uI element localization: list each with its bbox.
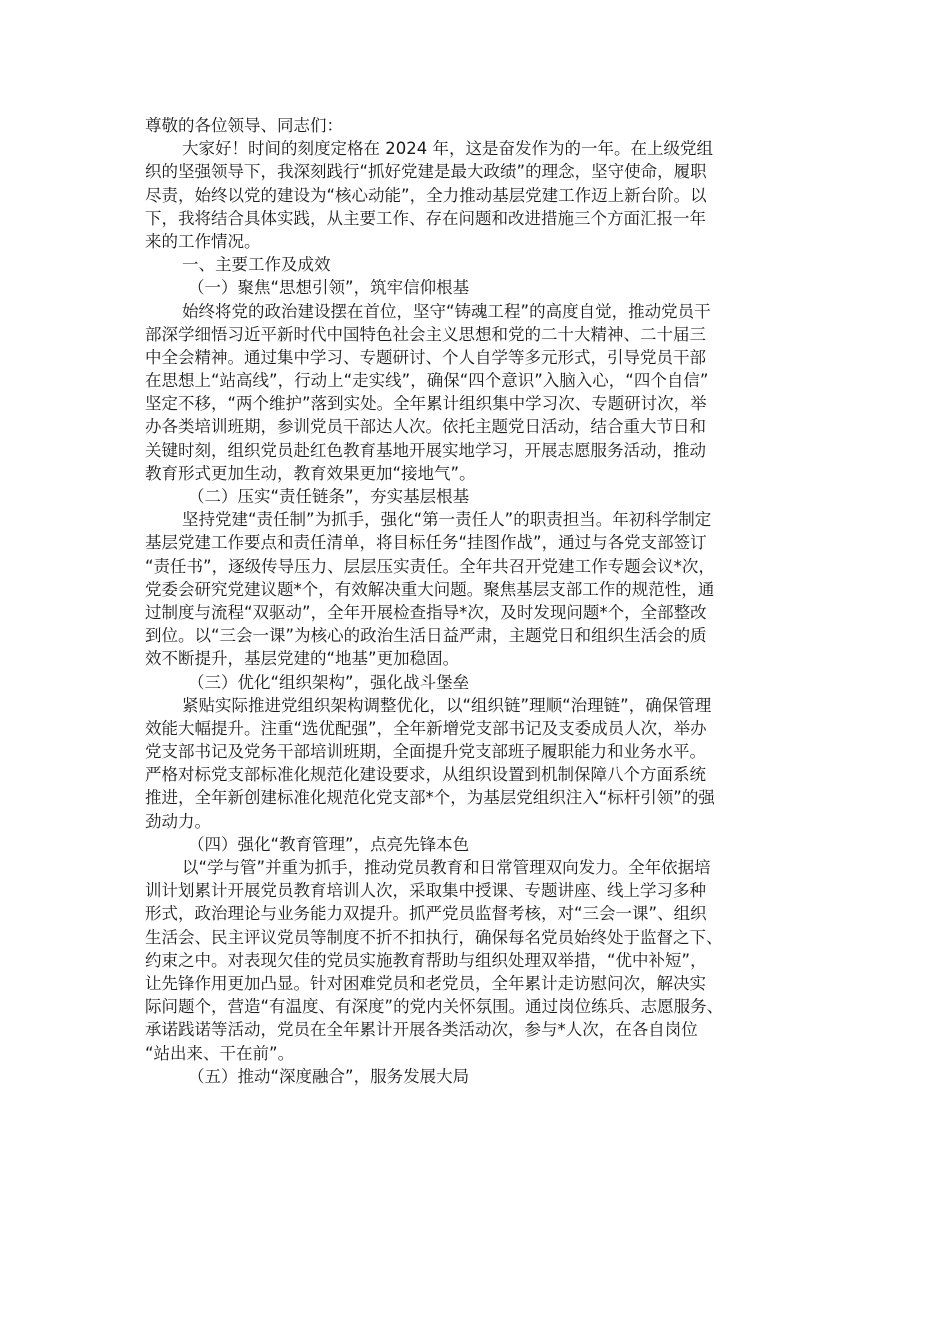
section-heading-line: （一）聚焦“思想引领”，筑牢信仰根基 — [188, 278, 470, 298]
document-body — [145, 114, 810, 1088]
text-line: 坚定不移，“两个维护”落到实处。全年累计组织集中学习次、专题研讨次，举 — [145, 394, 707, 414]
text-line: 来的工作情况。 — [145, 231, 261, 251]
section-heading-line: （四）强化“教育管理”，点亮先锋本色 — [188, 834, 470, 854]
text-line: “站出来、干在前”。 — [145, 1043, 295, 1063]
text-line: 在思想上“站高线”，行动上“走实线”，确保“四个意识”入脑入心，“四个自信” — [145, 371, 709, 391]
text-line: 部深学细悟习近平新时代中国特色社会主义思想和党的二十大精神、二十届三 — [145, 324, 706, 344]
text-line: 效能大幅提升。注重“选优配强”，全年新增党支部书记及支委成员人次，举办 — [145, 718, 707, 738]
text-line: 际问题个，营造“有温度、有深度”的党内关怀氛围。通过岗位练兵、志愿服务、 — [145, 997, 724, 1017]
text-line: 下，我将结合具体实践，从主要工作、存在问题和改进措施三个方面汇报一年 — [145, 208, 706, 228]
text-line: 效不断提升，基层党建的“地基”更加稳固。 — [145, 649, 460, 669]
text-line: 尽责，始终以党的建设为“核心动能”，全力推动基层党建工作迈上新台阶。以 — [145, 185, 707, 205]
text-line: 严格对标党支部标准化规范化建设要求，从组织设置到机制保障八个方面系统 — [145, 765, 706, 785]
text-line: 过制度与流程“双驱动”，全年开展检查指导*次，及时发现问题*个，全部整改 — [145, 602, 707, 622]
text-line: 约束之中。对表现欠佳的党员实施教育帮助与组织处理双举措，“优中补短”， — [145, 950, 707, 970]
text-line: 承诺践诺等活动，党员在全年累计开展各类活动次，参与*人次，在各自岗位 — [145, 1020, 698, 1040]
text-line: 中全会精神。通过集中学习、专题研讨、个人自学等多元形式，引导党员干部 — [145, 347, 706, 367]
text-line: 推进，全年新创建标准化规范化党支部*个，为基层党组织注入“标杆引领”的强 — [145, 788, 715, 808]
text-line: 党支部书记及党务干部培训班期，全面提升党支部班子履职能力和业务水平。 — [145, 742, 706, 762]
text-line: 尊敬的各位领导、同志们： — [145, 116, 343, 135]
text-line: 以“学与管”并重为抓手，推动党员教育和日常管理双向发力。全年依据培 — [182, 858, 711, 877]
text-line: 训计划累计开展党员教育培训人次，采取集中授课、专题讲座、线上学习多种 — [145, 881, 706, 901]
section-heading-line: （五）推动“深度融合”，服务发展大局 — [188, 1066, 470, 1086]
text-line: 教育形式更加生动，教育效果更加“接地气”。 — [145, 463, 476, 483]
text-line: 让先锋作用更加凸显。针对困难党员和老党员，全年累计走访慰问次，解决实 — [145, 973, 706, 993]
text-line: 生活会、民主评议党员等制度不折不扣执行，确保每名党员始终处于监督之下、 — [145, 927, 723, 947]
text-line: “责任书”，逐级传导压力、层层压实责任。全年共召开党建工作专题会议*次， — [145, 556, 715, 576]
text-line: 一、主要工作及成效 — [182, 255, 331, 275]
text-line: 到位。以“三会一课”为核心的政治生活日益严肃，主题党日和组织生活会的质 — [145, 626, 707, 646]
text-line: 办各类培训班期，参训党员干部达人次。依托主题党日活动，结合重大节日和 — [145, 417, 706, 437]
section-heading-line: （二）压实“责任链条”，夯实基层根基 — [188, 487, 470, 506]
text-line: 关键时刻，组织党员赴红色教育基地开展实地学习，开展志愿服务活动，推动 — [145, 440, 706, 460]
text-line: 大家好！时间的刻度定格在 2024 年，这是奋发作为的一年。在上级党组 — [182, 139, 713, 159]
text-line: 坚持党建“责任制”为抓手，强化“第一责任人”的职责担当。年初科学制定 — [182, 510, 712, 530]
section-heading-line: （三）优化“组织架构”，强化战斗堡垒 — [188, 672, 470, 692]
text-line: 织的坚强领导下，我深刻践行“抓好党建是最大政绩”的理念，坚守使命，履职 — [145, 162, 707, 182]
text-line: 紧贴实际推进党组织架构调整优化，以“组织链”理顺“治理链”，确保管理 — [182, 695, 712, 715]
text-line: 劲动力。 — [145, 811, 211, 831]
text-line: 形式，政治理论与业务能力双提升。抓严党员监督考核，对“三会一课”、组织 — [145, 904, 707, 924]
text-line: 始终将党的政治建设摆在首位，坚守“铸魂工程”的高度自觉，推动党员干 — [182, 301, 711, 321]
text-line: 党委会研究党建议题*个，有效解决重大问题。聚焦基层支部工作的规范性，通 — [145, 579, 715, 599]
text-line: 基层党建工作要点和责任清单，将目标任务“挂图作战”，通过与各党支部签订 — [145, 533, 707, 553]
